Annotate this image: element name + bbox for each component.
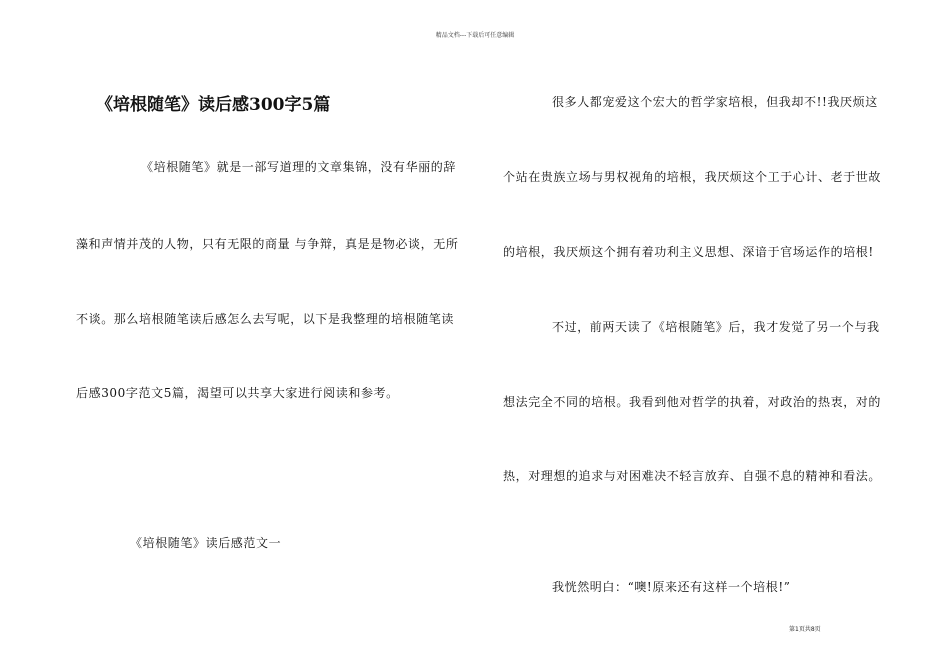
paragraph-line: 后感300字范文5篇，渴望可以共享大家进行阅读和参考。 — [76, 386, 399, 400]
paragraph-line: 不谈。那么培根随笔读后感怎么去写呢，以下是我整理的培根随笔读 — [76, 312, 455, 326]
section-heading: 《培根随笔》读后感范文一 — [130, 536, 282, 550]
paragraph-line: 的培根，我厌烦这个拥有着功利主义思想、深谙于官场运作的培根! — [503, 245, 874, 259]
paragraph-line: 藻和声情并茂的人物，只有无限的商量 与争辩，真是是物必谈，无所 — [76, 237, 459, 251]
paragraph-line: 《培根随笔》就是一部写道理的文章集锦，没有华丽的辞 — [141, 160, 457, 174]
document-title: 《培根随笔》读后感300字5篇 — [96, 95, 331, 115]
paragraph-line: 我恍然明白：“噢!原来还有这样一个培根!” — [552, 580, 791, 594]
paragraph-line: 很多人都宠爱这个宏大的哲学家培根，但我却不!!我厌烦这 — [552, 95, 878, 109]
paragraph-line: 不过，前两天读了《培根随笔》后，我才发觉了另一个与我 — [552, 320, 880, 334]
paragraph-line: 热，对理想的追求与对困难决不轻言放弃、自强不息的精神和看法。 — [503, 469, 882, 483]
page-header: 精品文档---下载后可任意编辑 — [435, 32, 515, 39]
paragraph-line: 个站在贵族立场与男权视角的培根，我厌烦这个工于心计、老于世故 — [503, 170, 882, 184]
page-number: 第1页共8页 — [789, 626, 821, 633]
paragraph-line: 想法完全不同的培根。我看到他对哲学的执着，对政治的热衷，对的 — [503, 395, 882, 409]
